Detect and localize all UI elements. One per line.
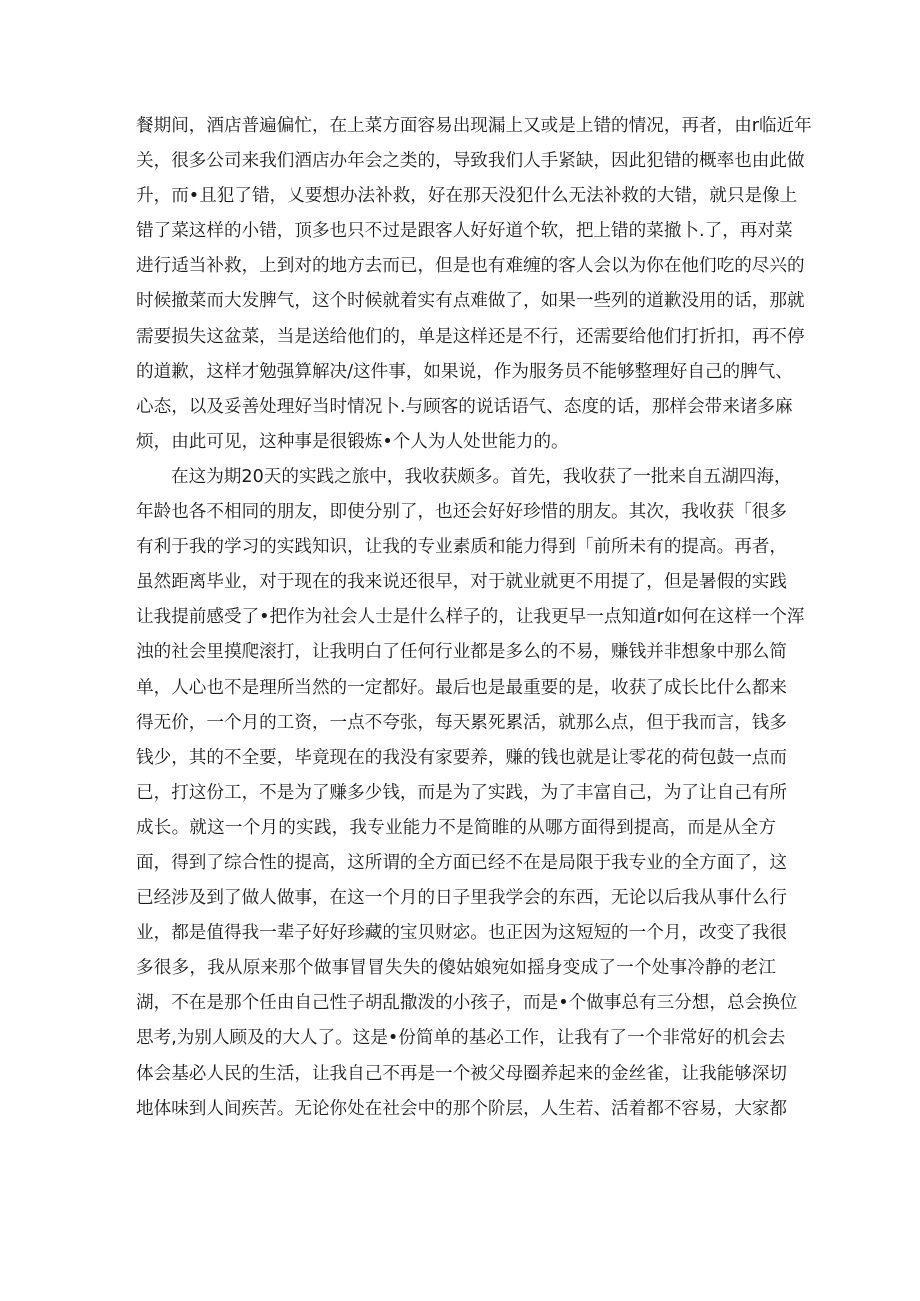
- text-line: 时候撤菜而大发脾气，这个时候就着实有点难做了，如果一些列的道歉没用的话，那就: [136, 291, 805, 312]
- text-line: 让我提前感受了•把作为社会人士是什么样子的，让我更早一点知道r如何在这样一个浑: [136, 607, 805, 628]
- text-line: 升，而•且犯了错，乂要想办法补救，好在那天没犯什么无法补救的大错，就只是像上: [136, 186, 798, 207]
- text-line: 需要损失这盆菜，当是送给他们的，单是这样还是不行，还需要给他们打折扣，再不停: [136, 326, 805, 347]
- text-line: 在这为期20天的实践之旅中，我收获颇多。首先，我收获了一批来自五湖四海，: [171, 466, 792, 487]
- text-line: 地体味到人间疾苦。无论你处在社会中的那个阶层，人生若、活着都不容易，大家都: [136, 1098, 787, 1119]
- text-line: 餐期间，酒店普遍偏忙，在上菜方面容易出现漏上又或是上错的情况，再者，由r临近年: [136, 116, 812, 136]
- text-line: 年龄也各不相同的朋友，即使分别了，也还会好好珍惜的朋友。其次，我收获「很多: [136, 502, 787, 523]
- text-line: 业，都是值得我一辈子好好珍藏的宝贝财宓。也正因为这短短的一个月，改变了我很: [136, 923, 787, 944]
- text-line: 关，很多公司来我们酒店办年会之类的，导致我们人手紧缺，因此犯错的概率也由此做: [136, 151, 805, 172]
- text-line: 思考,为别人顾及的大人了。这是•份简单的基必工作，让我有了一个非常好的机会去: [136, 1028, 786, 1049]
- paragraph-1: [136, 109, 812, 460]
- text-line: 有利于我的学习的实践知识，让我的专业素质和能力得到「前所未有的提高。再者，: [136, 537, 787, 558]
- document-body: [136, 109, 812, 1127]
- text-line: 成长。就这一个月的实践，我专业能力不是简睢的从哪方面得到提高，而是从全方: [136, 817, 776, 838]
- text-line: 已，打这份工，不是为了赚多少钱，而是为了实践，为了丰富自己，为了让自己有所: [136, 782, 787, 803]
- text-line: 进行适当补救，上到对的地方去而已，但是也有难缠的客人会以为你在他们吃的尽兴的: [136, 256, 805, 277]
- text-line: 错了菜这样的小错，顶多也只不过是跟客人好好道个软，把上错的菜撤卜.了，再对菜: [136, 221, 793, 242]
- text-line: 浊的社会里摸爬滚打，让我明白了任何行业都是多么的不易，赚钱并非想象中那么简: [136, 642, 787, 663]
- paragraph-2: [136, 460, 805, 1127]
- text-line: 湖，不在是那个任由自己性子胡乱撒泼的小孩子，而是•个做事总有三分想，总会换位: [136, 993, 798, 1014]
- text-line: 已经涉及到了做人做事，在这一个月的日子里我学会的东西，无论以后我从事什么行: [136, 888, 787, 909]
- text-line: 单，人心也不是理所当然的一定都好。最后也是最重要的是，收获了成长比什么都来: [136, 677, 787, 698]
- text-line: 烦，由此可见，这种事是很锻炼•个人为人处世能力的。: [136, 431, 569, 452]
- text-line: 得无价，一个月的工资，一点不夸张，每天累死累活，就那么点，但于我而言，钱多: [136, 712, 787, 733]
- text-line: 面，得到了综合性的提高，这所谓的全方面已经不在是局限于我专业的全方面了，这: [136, 852, 787, 873]
- text-line: 心态，以及妥善处理好当时情况卜.与顾客的说话语气、态度的话，那样会带来诸多麻: [136, 396, 793, 417]
- text-line: 钱少，其的不全要，毕竟现在的我没有家要养，赚的钱也就是让零花的荷包鼓一点而: [136, 747, 787, 768]
- text-line: 虽然距离毕业，对于现在的我来说还很早，对于就业就更不用提了，但是暑假的实践: [136, 572, 787, 593]
- text-line: 体会基必人民的生活，让我自己不再是一个被父母圈养起来的金丝雀，让我能够深切: [136, 1063, 787, 1084]
- text-line: 多很多，我从原来那个做事冒冒失失的傻姑娘宛如摇身变成了一个处事冷静的老江: [136, 958, 776, 979]
- text-line: 的道歉，这样才勉强算解决/这件事，如果说，作为服务员不能够整理好自己的脾气、: [136, 361, 793, 382]
